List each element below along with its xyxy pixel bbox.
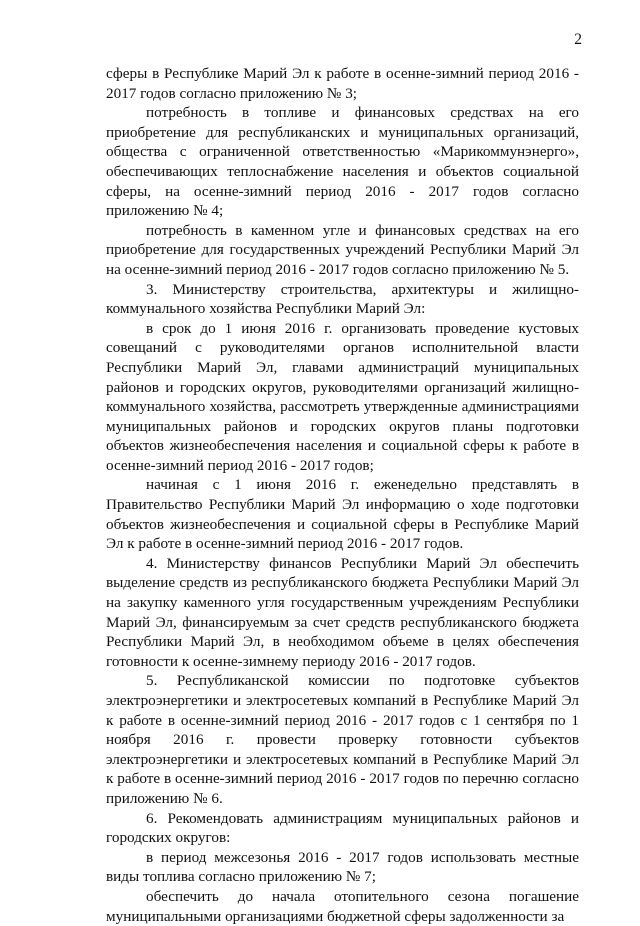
paragraph: начиная с 1 июня 2016 г. еженедельно представлять в Правительство Республики Марий Эл информацию о ходе подготовки объектов жизнеобеспечения и социальной сферы в Республике Марий Эл к работе в осенне-зимний период 2016 - 2017 годов. — [106, 476, 579, 553]
paragraph: сферы в Республике Марий Эл к работе в осенне-зимний период 2016 - 2017 годов согласно приложению № 3; — [106, 65, 579, 102]
paragraph: потребность в каменном угле и финансовых средствах на его приобретение для государственных учреждений Республики Марий Эл на осенне-зимний период 2016 - 2017 годов согласно приложению № 5. — [106, 221, 579, 278]
paragraph: 4. Министерству финансов Республики Марий Эл обеспечить выделение средств из республиканского бюджета Республики Марий Эл на закупку каменного угля государственным учреждениям Республики Марий Эл, финансируемым за счет средств республиканского бюджета Республики Марий Эл, в необходимом объеме в целях обеспечения готовности к осенне-зимнему периоду 2016 - 2017 годов. — [106, 554, 579, 670]
paragraph: потребность в топливе и финансовых средствах на его приобретение для республиканских и муниципальных организаций, общества с ограниченной ответственностью «Марикоммунэнерго», обеспечивающих теплоснабжение населения и объектов социальной сферы, на осенне-зимний период 2016 - 2017 годов согласно приложению № 4; — [106, 104, 579, 220]
paragraph: 3. Министерству строительства, архитектуры и жилищно-коммунального хозяйства Республики Марий Эл: — [106, 280, 579, 318]
paragraph: 6. Рекомендовать администрациям муниципальных районов и городских округов: — [106, 809, 579, 847]
document-body — [106, 64, 579, 926]
paragraph: в период межсезонья 2016 - 2017 годов использовать местные виды топлива согласно приложению № 7; — [106, 848, 579, 886]
paragraph: 5. Республиканской комиссии по подготовке субъектов электроэнергетики и электросетевых компаний в Республике Марий Эл к работе в осенне-зимний период 2016 - 2017 годов с 1 сентября по 1 ноября 2016 г. провести проверку готовности субъектов электроэнергетики и электросетевых компаний в Республике Марий Эл к работе в осенне-зимний период 2016 - 2017 годов по перечню согласно приложению № 6. — [106, 672, 579, 807]
paragraph: в срок до 1 июня 2016 г. организовать проведение кустовых совещаний с руководителями органов исполнительной власти Республики Марий Эл, главами администраций муниципальных районов и городских округов, руководителями организаций жилищно-коммунального хозяйства, рассмотреть утвержденные администрациями муниципальных районов и городских округов планы подготовки объектов жизнеобеспечения населения и социальной сферы к работе в осенне-зимний период 2016 - 2017 годов; — [106, 319, 579, 474]
paragraph: обеспечить до начала отопительного сезона погашение муниципальными организациями бюджетной сферы задолженности за — [106, 887, 579, 925]
page-number: 2 — [574, 31, 582, 48]
